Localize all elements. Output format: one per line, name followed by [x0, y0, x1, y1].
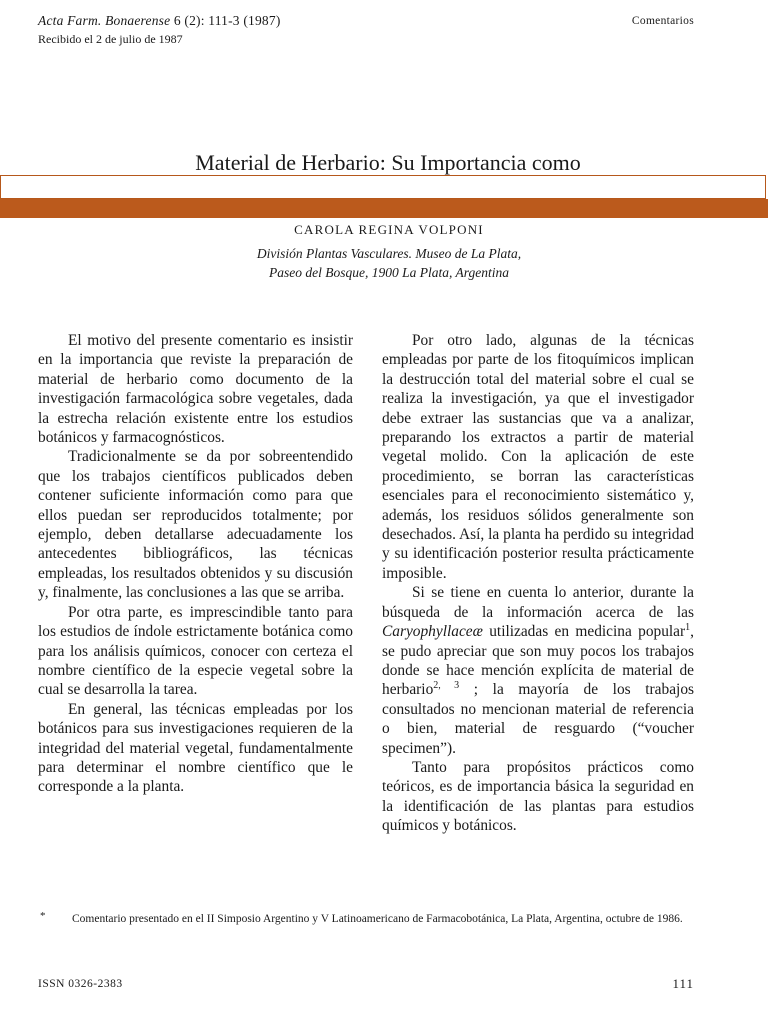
issn: ISSN 0326-2383: [38, 978, 123, 990]
page-number: 111: [672, 976, 694, 991]
received-date: Recibido el 2 de julio de 1987: [38, 32, 183, 46]
author-affiliation: [0, 244, 768, 282]
left-column: [38, 331, 353, 797]
text-run: ; la mayoría de los trabajos consultados no mencionan material de referencia o bien, material de resguardo (“voucher specimen”).: [382, 681, 694, 757]
reference-marker: 1: [685, 621, 691, 633]
reference-marker: 2, 3: [433, 680, 460, 692]
paragraph: Tanto para propósitos prácticos como teóricos, es de importancia básica la seguridad en la identificación de las plantas para estudios químicos y botánicos.: [382, 758, 694, 835]
author-name: CAROLA REGINA VOLPONI: [294, 222, 484, 237]
journal-volume: 6 (2): 111-3 (1987): [173, 13, 281, 28]
paragraph-with-references: [382, 583, 694, 758]
footnote-marker: *: [40, 910, 46, 922]
right-column: [382, 331, 694, 836]
title-color-band: [0, 199, 768, 218]
taxon-name: Caryophyllaceæ: [382, 623, 483, 641]
paragraph: Por otra parte, es imprescindible tanto para los estudios de índole estrictamente botánica como para los análisis químicos, conocer con certeza el nombre científico de la especie vegetal sobre la cual se desarrolla la tarea.: [38, 603, 353, 699]
affiliation-line-2: Paseo del Bosque, 1900 La Plata, Argentina: [269, 265, 509, 280]
text-run: utilizadas en medicina popular: [489, 623, 686, 641]
article-title: Material de Herbario: Su Importancia como: [195, 150, 581, 175]
paragraph: El motivo del presente comentario es insistir en la importancia que reviste la preparación de material de herbario como documento de la investigación farmacológica sobre vegetales, dada la estrecha relación existente entre los estudios botánicos y farmacognósticos.: [38, 332, 353, 447]
section-label: Comentarios: [631, 15, 694, 27]
text-run: Si se tiene en cuenta lo anterior, durante la búsqueda de la información acerca de las: [382, 584, 694, 621]
footnote-text: Comentario presentado en el II Simposio Argentino y V Latinoamericano de Farmacobotánica, La Plata, Argentina, octubre de 1986.: [72, 913, 683, 925]
journal-citation: [38, 13, 281, 29]
text-run: , se pudo apreciar que son muy pocos los trabajos donde se hace mención explícita de material de herbario: [382, 623, 694, 699]
paragraph: En general, las técnicas empleadas por los botánicos para sus investigaciones requieren de la integridad del material vegetal, fundamentalmente para determinar el nombre científico que le corresponde a la planta.: [38, 700, 353, 796]
paragraph: Tradicionalmente se da por sobreentendido que los trabajos científicos publicados deben contener suficiente información como para que ellos puedan ser reproducidos totalmente; por ejemplo, deben detallarse adecuadamente los antecedentes bibliográficos, las técnicas empleadas, los resultados obtenidos y su discusión y, finalmente, las conclusiones a las que se arriba.: [38, 448, 353, 602]
journal-name: Acta Farm. Bonaerense: [38, 13, 171, 28]
paragraph: Por otro lado, algunas de la técnicas empleadas por parte de los fitoquímicos implican la destrucción total del material sobre el cual se realiza la investigación, ya que el investigador debe extraer las sustancias que va a analizar, preparando los extractos a partir de material vegetal molido. Con la aplicación de este procedimiento, se borran las características esenciales para el reconocimiento sistemático y, además, los residuos sólidos generalmente son desechados. Así, la planta ha perdido su integridad y su identificación posterior resulta prácticamente imposible.: [382, 332, 694, 582]
title-frame: [0, 175, 766, 199]
affiliation-line-1: División Plantas Vasculares. Museo de La Plata,: [256, 246, 522, 261]
